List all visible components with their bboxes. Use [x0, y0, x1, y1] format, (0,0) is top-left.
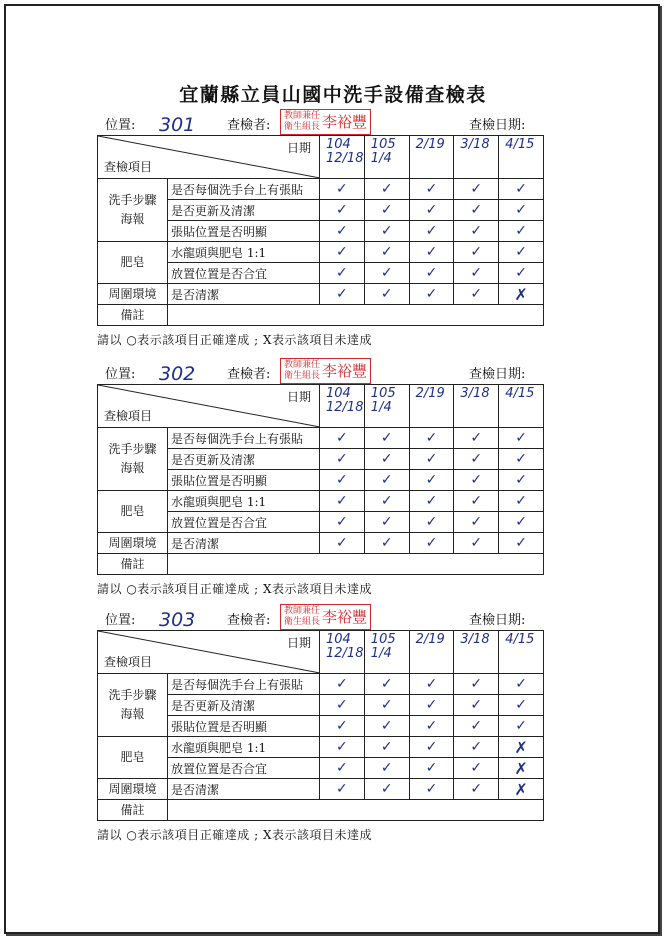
check-mark-icon: ✓	[454, 779, 499, 800]
check-mark-icon: ✓	[320, 674, 365, 695]
check-mark-icon: ✓	[364, 221, 409, 242]
check-mark-icon: ✓	[409, 242, 454, 263]
check-mark-icon: ✓	[364, 428, 409, 449]
check-mark-icon: ✓	[320, 263, 365, 284]
check-mark-icon: ✓	[454, 200, 499, 221]
date-value: 105 1/4	[370, 386, 396, 415]
check-item: 水龍頭與肥皂 1:1	[168, 737, 320, 758]
cross-mark-icon: ✗	[499, 284, 544, 305]
check-mark-icon: ✓	[364, 758, 409, 779]
check-item: 是否每個洗手台上有張貼	[168, 179, 320, 200]
check-item: 是否更新及清潔	[168, 449, 320, 470]
date-column-header	[320, 136, 365, 179]
check-item: 是否清潔	[168, 284, 320, 305]
date-value: 4/15	[505, 386, 535, 401]
check-mark-icon: ✓	[454, 428, 499, 449]
cross-mark-icon: ✗	[499, 758, 544, 779]
category-poster-line2: 海報	[120, 461, 145, 475]
check-mark-icon: ✓	[454, 758, 499, 779]
category-environment: 周圍環境	[98, 779, 168, 800]
check-item: 是否每個洗手台上有張貼	[168, 428, 320, 449]
check-mark-icon: ✓	[320, 779, 365, 800]
inspection-section	[97, 113, 543, 348]
check-date-label: 查檢日期:	[469, 118, 526, 133]
check-mark-icon: ✓	[454, 284, 499, 305]
date-column-header	[409, 631, 454, 674]
remarks-cell	[168, 800, 544, 821]
check-mark-icon: ✓	[409, 674, 454, 695]
check-item: 水龍頭與肥皂 1:1	[168, 491, 320, 512]
check-item: 放置位置是否合宜	[168, 263, 320, 284]
check-mark-icon: ✓	[320, 716, 365, 737]
check-mark-icon: ✓	[409, 449, 454, 470]
stamp-name: 李裕豐	[322, 607, 368, 626]
inspector-stamp	[280, 604, 371, 630]
check-mark-icon: ✓	[409, 470, 454, 491]
table-header-row	[98, 136, 544, 179]
check-mark-icon: ✓	[409, 284, 454, 305]
stamp-name: 李裕豐	[322, 112, 368, 131]
date-value: 2/19	[415, 137, 445, 152]
table-row	[98, 491, 544, 512]
check-mark-icon: ✓	[409, 263, 454, 284]
position-value: 303	[159, 609, 196, 631]
inspection-table	[97, 630, 544, 821]
position-value: 302	[159, 363, 196, 385]
inspector-label: 查檢者:	[227, 367, 271, 382]
check-mark-icon: ✓	[499, 221, 544, 242]
check-mark-icon: ✓	[364, 779, 409, 800]
check-mark-icon: ✓	[454, 449, 499, 470]
cross-mark-icon: ✗	[499, 779, 544, 800]
date-column-header	[499, 631, 544, 674]
check-item: 是否更新及清潔	[168, 695, 320, 716]
date-value: 2/19	[415, 632, 445, 647]
cross-mark-icon: ✗	[499, 737, 544, 758]
check-mark-icon: ✓	[454, 242, 499, 263]
check-item-header-label: 查檢項目	[104, 655, 153, 669]
category-soap: 肥皂	[98, 491, 168, 533]
table-row	[98, 428, 544, 449]
check-item: 張貼位置是否明顯	[168, 716, 320, 737]
table-row	[98, 533, 544, 554]
check-mark-icon: ✓	[364, 449, 409, 470]
check-mark-icon: ✓	[454, 533, 499, 554]
date-value: 3/18	[460, 137, 490, 152]
check-mark-icon: ✓	[454, 263, 499, 284]
check-mark-icon: ✓	[409, 221, 454, 242]
check-item: 是否清潔	[168, 779, 320, 800]
check-mark-icon: ✓	[499, 428, 544, 449]
section-header	[97, 362, 543, 384]
check-mark-icon: ✓	[320, 449, 365, 470]
date-column-header	[499, 136, 544, 179]
date-column-header	[364, 136, 409, 179]
check-mark-icon: ✓	[454, 674, 499, 695]
check-mark-icon: ✓	[364, 491, 409, 512]
stamp-title-line2: 衛生組長	[284, 122, 321, 132]
check-mark-icon: ✓	[454, 221, 499, 242]
date-header-label: 日期	[286, 390, 311, 404]
page-title: 宜蘭縣立員山國中洗手設備查檢表	[179, 84, 487, 106]
category-poster-line2: 海報	[120, 707, 145, 721]
check-date-label: 查檢日期:	[469, 613, 526, 628]
table-row	[98, 737, 544, 758]
check-mark-icon: ✓	[499, 449, 544, 470]
table-row	[98, 242, 544, 263]
check-item-header-label: 查檢項目	[104, 160, 153, 174]
category-soap: 肥皂	[98, 242, 168, 284]
check-mark-icon: ✓	[409, 737, 454, 758]
check-item: 張貼位置是否明顯	[168, 221, 320, 242]
check-mark-icon: ✓	[364, 533, 409, 554]
check-mark-icon: ✓	[364, 179, 409, 200]
stamp-title-line1: 教師兼任	[284, 606, 321, 616]
check-item: 是否更新及清潔	[168, 200, 320, 221]
table-header-row	[98, 631, 544, 674]
check-mark-icon: ✓	[320, 695, 365, 716]
check-mark-icon: ✓	[320, 179, 365, 200]
date-value: 3/18	[460, 386, 490, 401]
inspection-section	[97, 608, 543, 843]
check-mark-icon: ✓	[364, 263, 409, 284]
legend-note: 請以 ○表示該項目正確達成 ; X表示該項目未達成	[97, 582, 373, 596]
check-mark-icon: ✓	[320, 470, 365, 491]
diagonal-header-cell	[98, 385, 320, 428]
date-value: 104 12/18	[326, 632, 364, 661]
check-mark-icon: ✓	[364, 737, 409, 758]
check-mark-icon: ✓	[409, 428, 454, 449]
check-mark-icon: ✓	[320, 512, 365, 533]
date-value: 105 1/4	[370, 137, 396, 166]
check-mark-icon: ✓	[320, 284, 365, 305]
check-item: 張貼位置是否明顯	[168, 470, 320, 491]
remarks-label: 備註	[98, 554, 168, 575]
check-mark-icon: ✓	[364, 716, 409, 737]
remarks-row	[98, 554, 544, 575]
check-mark-icon: ✓	[364, 512, 409, 533]
check-mark-icon: ✓	[409, 716, 454, 737]
date-column-header	[409, 136, 454, 179]
check-mark-icon: ✓	[409, 512, 454, 533]
check-mark-icon: ✓	[409, 758, 454, 779]
date-value: 104 12/18	[326, 137, 364, 166]
check-mark-icon: ✓	[454, 491, 499, 512]
remarks-row	[98, 800, 544, 821]
category-soap: 肥皂	[98, 737, 168, 779]
category-poster-line1: 洗手步驟	[108, 688, 157, 702]
check-mark-icon: ✓	[454, 470, 499, 491]
check-mark-icon: ✓	[499, 674, 544, 695]
check-mark-icon: ✓	[320, 491, 365, 512]
check-mark-icon: ✓	[364, 284, 409, 305]
table-header-row	[98, 385, 544, 428]
position-label: 位置:	[105, 118, 136, 133]
check-mark-icon: ✓	[320, 533, 365, 554]
category-poster	[98, 674, 168, 737]
stamp-title-line1: 教師兼任	[284, 111, 321, 121]
date-value: 105 1/4	[370, 632, 396, 661]
inspector-stamp	[280, 109, 371, 135]
check-mark-icon: ✓	[320, 758, 365, 779]
table-row	[98, 179, 544, 200]
date-column-header	[409, 385, 454, 428]
check-item: 放置位置是否合宜	[168, 758, 320, 779]
check-mark-icon: ✓	[499, 200, 544, 221]
date-column-header	[454, 385, 499, 428]
check-mark-icon: ✓	[364, 695, 409, 716]
check-mark-icon: ✓	[409, 491, 454, 512]
category-poster-line2: 海報	[120, 212, 145, 226]
date-value: 3/18	[460, 632, 490, 647]
check-mark-icon: ✓	[320, 737, 365, 758]
check-mark-icon: ✓	[499, 263, 544, 284]
date-column-header	[499, 385, 544, 428]
check-mark-icon: ✓	[499, 242, 544, 263]
remarks-label: 備註	[98, 305, 168, 326]
category-poster	[98, 428, 168, 491]
check-mark-icon: ✓	[499, 716, 544, 737]
check-mark-icon: ✓	[320, 242, 365, 263]
date-header-label: 日期	[286, 141, 311, 155]
check-mark-icon: ✓	[499, 512, 544, 533]
table-row	[98, 779, 544, 800]
position-value: 301	[159, 114, 196, 136]
category-poster-line1: 洗手步驟	[108, 442, 157, 456]
check-mark-icon: ✓	[320, 428, 365, 449]
date-column-header	[454, 136, 499, 179]
date-value: 2/19	[415, 386, 445, 401]
check-mark-icon: ✓	[454, 716, 499, 737]
date-column-header	[320, 631, 365, 674]
date-column-header	[454, 631, 499, 674]
check-mark-icon: ✓	[364, 242, 409, 263]
stamp-title-line2: 衛生組長	[284, 371, 321, 381]
check-mark-icon: ✓	[454, 695, 499, 716]
inspection-section	[97, 362, 543, 597]
category-environment: 周圍環境	[98, 284, 168, 305]
date-column-header	[320, 385, 365, 428]
check-mark-icon: ✓	[320, 200, 365, 221]
position-label: 位置:	[105, 367, 136, 382]
inspection-table	[97, 384, 544, 575]
check-date-label: 查檢日期:	[469, 367, 526, 382]
inspection-table	[97, 135, 544, 326]
check-mark-icon: ✓	[364, 674, 409, 695]
check-item-header-label: 查檢項目	[104, 409, 153, 423]
check-mark-icon: ✓	[499, 491, 544, 512]
check-mark-icon: ✓	[409, 200, 454, 221]
remarks-row	[98, 305, 544, 326]
category-environment: 周圍環境	[98, 533, 168, 554]
check-item: 是否清潔	[168, 533, 320, 554]
stamp-title-line2: 衛生組長	[284, 617, 321, 627]
check-mark-icon: ✓	[499, 470, 544, 491]
category-poster	[98, 179, 168, 242]
position-label: 位置:	[105, 613, 136, 628]
diagonal-header-cell	[98, 136, 320, 179]
date-value: 4/15	[505, 137, 535, 152]
check-mark-icon: ✓	[409, 779, 454, 800]
check-mark-icon: ✓	[364, 470, 409, 491]
date-column-header	[364, 631, 409, 674]
inspector-label: 查檢者:	[227, 613, 271, 628]
date-value: 104 12/18	[326, 386, 364, 415]
legend-note: 請以 ○表示該項目正確達成 ; X表示該項目未達成	[97, 333, 373, 347]
check-mark-icon: ✓	[454, 512, 499, 533]
check-item: 水龍頭與肥皂 1:1	[168, 242, 320, 263]
check-mark-icon: ✓	[499, 533, 544, 554]
inspector-stamp	[280, 358, 371, 384]
date-column-header	[364, 385, 409, 428]
date-value: 4/15	[505, 632, 535, 647]
section-header	[97, 608, 543, 630]
table-row	[98, 284, 544, 305]
inspector-label: 查檢者:	[227, 118, 271, 133]
check-mark-icon: ✓	[454, 737, 499, 758]
check-mark-icon: ✓	[320, 221, 365, 242]
legend-note: 請以 ○表示該項目正確達成 ; X表示該項目未達成	[97, 828, 373, 842]
remarks-cell	[168, 554, 544, 575]
check-mark-icon: ✓	[409, 533, 454, 554]
check-mark-icon: ✓	[364, 200, 409, 221]
stamp-name: 李裕豐	[322, 361, 368, 380]
section-header	[97, 113, 543, 135]
stamp-title-line1: 教師兼任	[284, 360, 321, 370]
check-mark-icon: ✓	[409, 179, 454, 200]
check-mark-icon: ✓	[409, 695, 454, 716]
check-mark-icon: ✓	[499, 179, 544, 200]
check-mark-icon: ✓	[499, 695, 544, 716]
remarks-label: 備註	[98, 800, 168, 821]
check-item: 放置位置是否合宜	[168, 512, 320, 533]
remarks-cell	[168, 305, 544, 326]
check-item: 是否每個洗手台上有張貼	[168, 674, 320, 695]
check-mark-icon: ✓	[454, 179, 499, 200]
category-poster-line1: 洗手步驟	[108, 193, 157, 207]
date-header-label: 日期	[286, 636, 311, 650]
table-row	[98, 674, 544, 695]
diagonal-header-cell	[98, 631, 320, 674]
